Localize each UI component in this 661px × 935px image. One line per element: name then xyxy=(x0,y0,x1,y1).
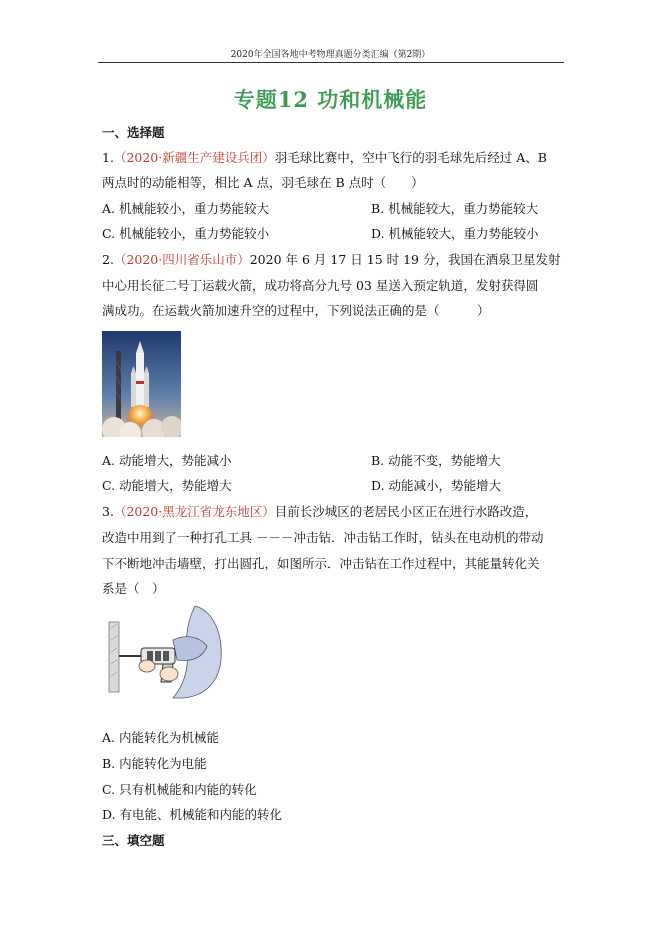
question-1-option-c: C. 机械能较小，重力势能较小 xyxy=(102,226,270,241)
question-2-text-1: 2020 年 6 月 17 日 15 时 19 分，我国在酒泉卫星发射 xyxy=(249,252,561,267)
section-heading-fill: 三、填空题 xyxy=(102,833,165,848)
question-2-option-d: D. 动能减小，势能增大 xyxy=(371,478,502,493)
question-3-line-2: 改造中用到了一种打孔工具 －－－冲击钻．冲击钻工作时，钻头在电动机的带动 xyxy=(102,530,544,545)
impact-drill-illustration xyxy=(103,600,225,700)
question-2-option-c: C. 动能增大，势能增大 xyxy=(102,478,232,493)
question-3-line-1 xyxy=(102,502,537,520)
question-3-line-3: 下不断地冲击墙壁，打出圆孔，如图所示．冲击钻在工作过程中，其能量转化关 xyxy=(102,556,540,571)
question-2-line-2: 中心用长征二号丁运载火箭，成功将高分九号 03 星送入预定轨道，发射获得圆 xyxy=(102,278,539,293)
question-1-line-2: 两点时的动能相等，相比 A 点，羽毛球在 B 点时（ ） xyxy=(102,175,424,190)
running-header: 2020年全国各地中考物理真题分类汇编（第2期） xyxy=(230,50,431,60)
question-2-option-b: B. 动能不变，势能增大 xyxy=(371,453,501,468)
question-2-source: （2020·四川省乐山市） xyxy=(113,252,250,267)
question-1-number: 1. xyxy=(102,150,114,165)
question-3-source: （2020·黑龙江省龙东地区） xyxy=(113,504,275,519)
question-1-option-d: D. 机械能较大，重力势能较小 xyxy=(371,226,539,241)
header-rule xyxy=(98,62,564,63)
question-1-source: （2020·新疆生产建设兵团） xyxy=(113,150,275,165)
section-heading-choice: 一、选择题 xyxy=(102,125,165,140)
question-1-text-1: 羽毛球比赛中，空中飞行的羽毛球先后经过 A、B xyxy=(274,150,547,165)
question-3-line-4: 系是（ ） xyxy=(102,581,165,596)
question-3-option-b: B. 内能转化为电能 xyxy=(102,756,207,771)
question-3-option-a: A. 内能转化为机械能 xyxy=(102,730,219,745)
question-1-option-a: A. 机械能较小，重力势能较大 xyxy=(102,201,269,216)
rocket-launch-photo xyxy=(102,331,181,437)
question-1-line-1 xyxy=(102,148,547,166)
page-title: 专题12 功和机械能 xyxy=(233,87,428,112)
question-2-option-a: A. 动能增大，势能减小 xyxy=(102,453,232,468)
question-3-option-d: D. 有电能、机械能和内能的转化 xyxy=(102,807,283,822)
question-2-number: 2. xyxy=(102,252,114,267)
question-3-text-1: 目前长沙城区的老居民小区正在进行水路改造， xyxy=(274,504,538,519)
question-3-option-c: C. 只有机械能和内能的转化 xyxy=(102,782,257,797)
question-1-option-b: B. 机械能较大，重力势能较大 xyxy=(371,201,539,216)
question-2-line-3: 满成功。在运载火箭加速升空的过程中，下列说法正确的是（ ） xyxy=(102,303,490,318)
question-3-number: 3. xyxy=(102,504,114,519)
question-2-line-1 xyxy=(102,250,560,268)
